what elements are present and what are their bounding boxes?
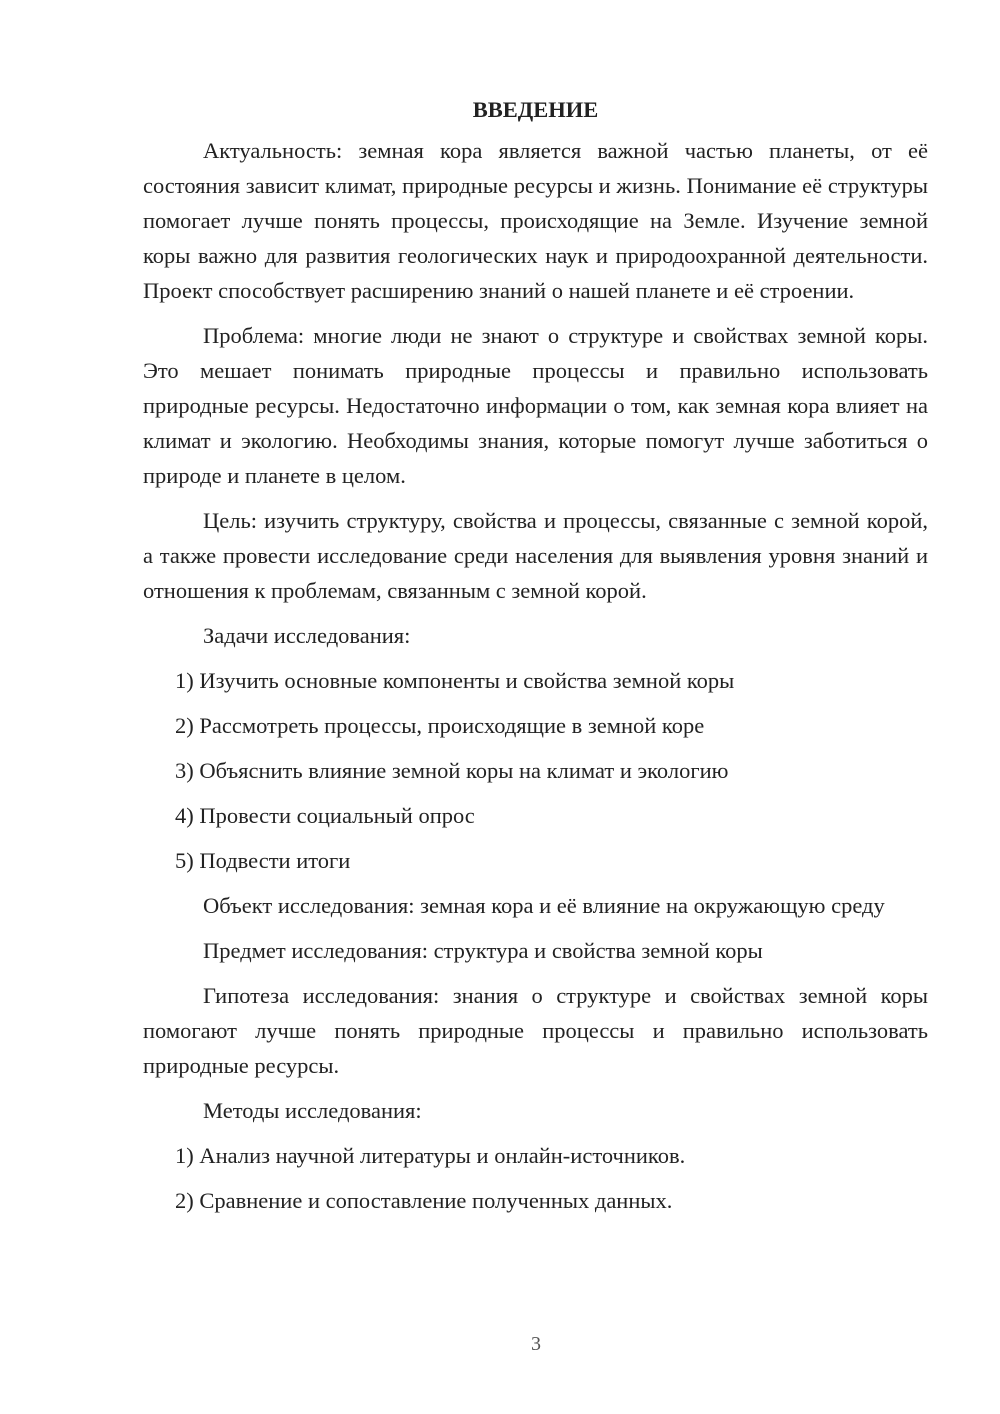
hypothesis-paragraph: Гипотеза исследования: знания о структуре и свойствах земной коры помогают лучше понять природные процессы и правильно использовать природные ресурсы. xyxy=(143,983,928,1078)
task-item-4: 4) Провести социальный опрос xyxy=(175,803,475,828)
page-number: 3 xyxy=(531,1333,541,1355)
task-item-5: 5) Подвести итоги xyxy=(175,848,351,873)
methods-heading: Методы исследования: xyxy=(203,1098,422,1123)
actuality-paragraph: Актуальность: земная кора является важной частью планеты, от её состояния зависит климат, природные ресурсы и жизнь. Понимание её структуры помогает лучше понять процессы, происходящие на Земле. Изучение земной коры важно для развития геологических наук и природоохранной деятельности. Проект способствует расширению знаний о нашей планете и её строении. xyxy=(143,138,928,303)
method-item-1: 1) Анализ научной литературы и онлайн-источников. xyxy=(175,1143,686,1168)
task-item-1: 1) Изучить основные компоненты и свойства земной коры xyxy=(175,668,735,693)
method-item-2: 2) Сравнение и сопоставление полученных данных. xyxy=(175,1188,673,1213)
section-title: ВВЕДЕНИЕ xyxy=(472,97,599,122)
task-item-2: 2) Рассмотреть процессы, происходящие в земной коре xyxy=(175,713,705,738)
problem-paragraph: Проблема: многие люди не знают о структуре и свойствах земной коры. Это мешает понимать природные процессы и правильно использовать природные ресурсы. Недостаточно информации о том, как земная кора влияет на климат и экологию. Необходимы знания, которые помогут лучше заботиться о природе и планете в целом. xyxy=(143,323,928,488)
page-content xyxy=(143,92,928,1228)
object-paragraph: Объект исследования: земная кора и её влияние на окружающую среду xyxy=(203,893,885,918)
subject-paragraph: Предмет исследования: структура и свойства земной коры xyxy=(203,938,763,963)
tasks-heading: Задачи исследования: xyxy=(203,623,411,648)
goal-paragraph: Цель: изучить структуру, свойства и процессы, связанные с земной корой, а также провести исследование среди населения для выявления уровня знаний и отношения к проблемам, связанным с земной корой. xyxy=(143,508,928,603)
task-item-3: 3) Объяснить влияние земной коры на климат и экологию xyxy=(175,758,729,783)
